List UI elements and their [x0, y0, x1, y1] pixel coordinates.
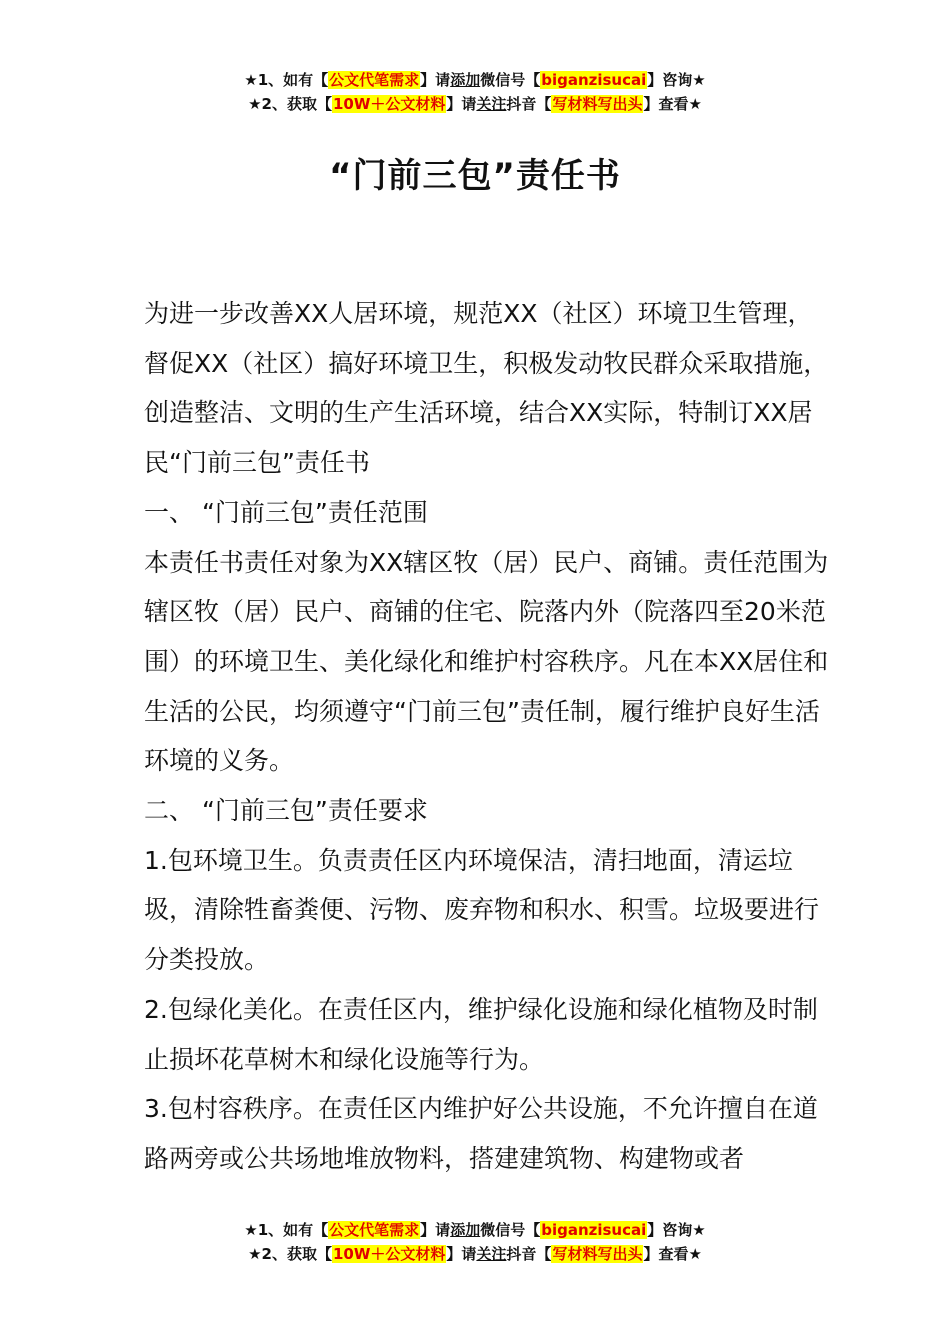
banner-text: 】查看★: [643, 1245, 702, 1263]
banner-highlight: 写材料写出头: [552, 1245, 643, 1263]
section-heading-scope: 一、 “门前三包”责任范围: [144, 497, 428, 527]
banner-text: 抖音【: [506, 1245, 552, 1263]
banner-line-1: [0, 68, 950, 92]
banner-underline: 添加: [450, 1221, 481, 1239]
banner-highlight: biganzisucai: [541, 71, 647, 89]
banner-text: ★2、获取【: [248, 95, 332, 113]
paragraph-scope: 本责任书责任对象为XX辖区牧（居）民户、商铺。责任范围为辖区牧（居）民户、商铺的住宅、院落内外（院落四至20米范围）的环境卫生、美化绿化和维护村容秩序。凡在本XX居住和生活的公民，均须遵守“门前三包”责任制，履行维护良好生活环境的义务。: [144, 547, 829, 776]
banner-text: 微信号【: [480, 1221, 541, 1239]
banner-text: 微信号【: [480, 71, 541, 89]
banner-text: 】请: [420, 1221, 451, 1239]
banner-text: 】请: [446, 95, 477, 113]
banner-text: 】咨询★: [647, 71, 706, 89]
banner-highlight: biganzisucai: [541, 1221, 647, 1239]
banner-text: ★1、如有【: [244, 71, 329, 89]
banner-text: ★1、如有【: [244, 1221, 329, 1239]
banner-text: 】请: [446, 1245, 477, 1263]
banner-underline: 关注: [476, 1245, 507, 1263]
paragraph-requirement-1: 1.包环境卫生。负责责任区内环境保洁，清扫地面，清运垃圾，清除牲畜粪便、污物、废弃物和积水、积雪。垃圾要进行分类投放。: [144, 845, 820, 975]
banner-underline: 关注: [476, 95, 507, 113]
footer-banner: [0, 1218, 950, 1266]
banner-underline: 添加: [450, 71, 481, 89]
banner-line-2: [0, 92, 950, 116]
banner-highlight: 10W＋公文材料: [332, 95, 446, 113]
banner-line-2: [0, 1242, 950, 1266]
document-title: “门前三包”责任书: [329, 156, 621, 196]
paragraph-intro: 为进一步改善XX人居环境，规范XX（社区）环境卫生管理，督促XX（社区）搞好环境卫生，积极发动牧民群众采取措施，创造整洁、文明的生产生活环境，结合XX实际，特制订XX居民“门前三包”责任书: [144, 299, 829, 478]
banner-text: 】咨询★: [647, 1221, 706, 1239]
section-heading-requirements: 二、 “门前三包”责任要求: [144, 796, 428, 826]
paragraph-requirement-2: 2.包绿化美化。在责任区内，维护绿化设施和绿化植物及时制止损坏花草树木和绿化设施等行为。: [144, 994, 818, 1074]
banner-text: 抖音【: [506, 95, 552, 113]
banner-highlight: 公文代笔需求: [329, 1221, 420, 1239]
document-body: [144, 289, 834, 1184]
banner-highlight: 10W＋公文材料: [332, 1245, 446, 1263]
paragraph-requirement-3: 3.包村容秩序。在责任区内维护好公共设施，不允许擅自在道路两旁或公共场地堆放物料，搭建建筑物、构建物或者: [144, 1094, 818, 1173]
banner-highlight: 公文代笔需求: [329, 71, 420, 89]
banner-highlight: 写材料写出头: [552, 95, 643, 113]
banner-text: ★2、获取【: [248, 1245, 332, 1263]
banner-text: 】查看★: [643, 95, 702, 113]
banner-text: 】请: [420, 71, 451, 89]
banner-line-1: [0, 1218, 950, 1242]
header-banner: [0, 68, 950, 116]
